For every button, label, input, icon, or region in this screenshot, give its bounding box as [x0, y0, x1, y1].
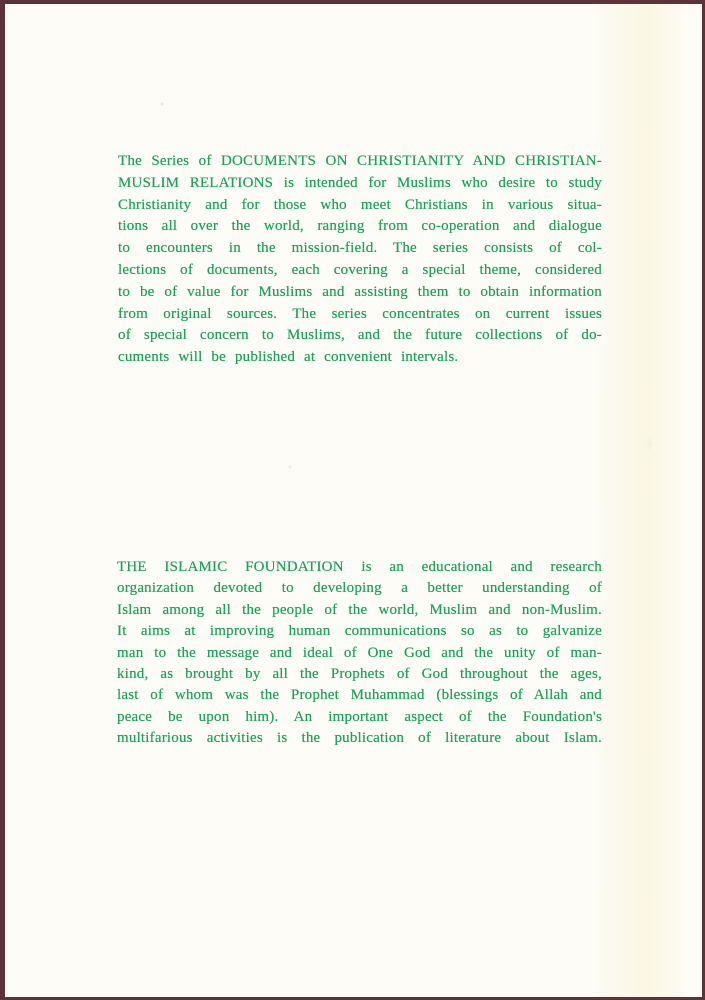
text-line: multifarious activities is the publication of literature about Islam.	[117, 730, 602, 747]
paragraph-series-description	[118, 151, 602, 369]
text-line: to encounters in the mission-field. The series consists of col-	[118, 240, 602, 257]
text-line: THE ISLAMIC FOUNDATION is an educational and research	[117, 559, 602, 575]
text-line: organization devoted to developing a better understanding of	[117, 580, 602, 597]
text-line: Christianity and for those who meet Christians in various situa-	[118, 196, 602, 213]
text-line: from original sources. The series concentrates on current issues	[118, 305, 602, 322]
text-line: cuments will be published at convenient intervals.	[118, 349, 459, 366]
text-line: peace be upon him). An important aspect of the Foundation's	[117, 708, 602, 725]
text-line: tions all over the world, ranging from co-operation and dialogue	[118, 218, 602, 235]
text-line: MUSLIM RELATIONS is intended for Muslims who desire to study	[118, 174, 602, 191]
paragraph-foundation-description	[117, 557, 602, 750]
text-line: lections of documents, each covering a special theme, considered	[118, 261, 602, 278]
text-line: Islam among all the people of the world, Muslim and non-Muslim.	[117, 601, 602, 618]
text-line: man to the message and ideal of One God and the unity of man-	[117, 644, 602, 661]
text-line: The Series of DOCUMENTS ON CHRISTIANITY AND CHRISTIAN-	[118, 153, 602, 169]
text-line: last of whom was the Prophet Muhammad (blessings of Allah and	[117, 687, 602, 704]
text-line: of special concern to Muslims, and the future collections of do-	[118, 327, 602, 344]
text-line: to be of value for Muslims and assisting them to obtain information	[118, 283, 602, 300]
text-line: kind, as brought by all the Prophets of God throughout the ages,	[117, 666, 602, 683]
text-line: It aims at improving human communications so as to galvanize	[117, 623, 602, 640]
